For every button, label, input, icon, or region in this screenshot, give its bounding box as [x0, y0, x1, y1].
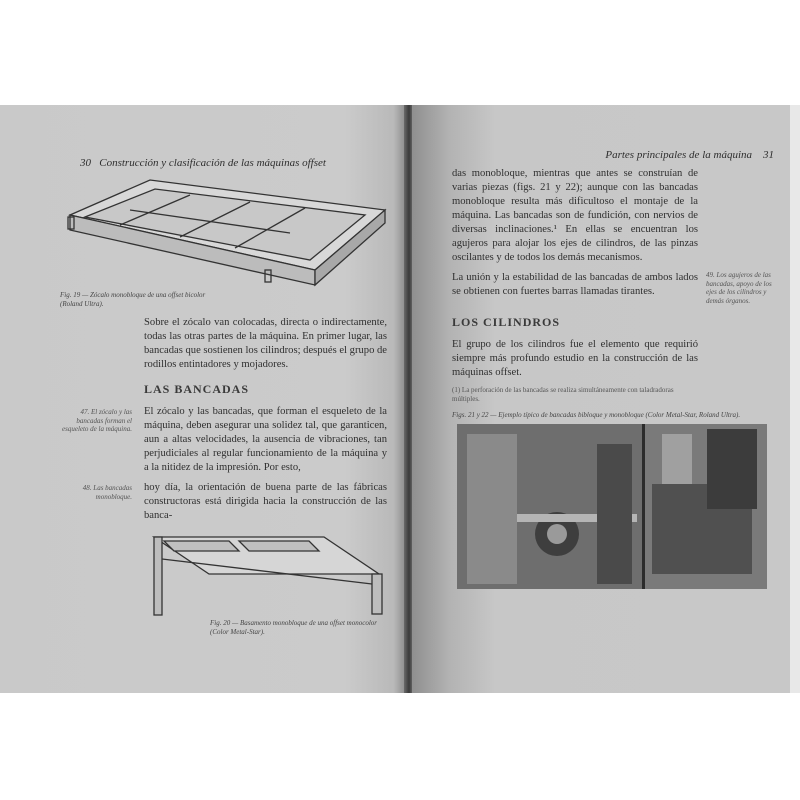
fig20-caption: Fig. 20 — Basamento monobloque de una offset monocolor (Color Metal-Star). [210, 619, 378, 636]
margin-note-49: 49. Los agujeros de las bancadas, apoyo de los ejes de los cilindros y demás órganos. [706, 271, 772, 305]
paragraph-3: hoy día, la orientación de buena parte de las fábricas constructoras está dirigida hacia la construcción de las banca- [144, 482, 387, 521]
book-spread [0, 105, 800, 693]
paragraph-2: El zócalo y las bancadas, que forman el esqueleto de la máquina, deben asegurar una solidez tal, que garanticen, aun a altas velocidades, la ausencia de vibraciones, tan perjudiciales al regular funcionamiento de la máquina y a la nitidez de la impresión. Por esto, [144, 406, 387, 473]
heading-las-bancadas: LAS BANCADAS [144, 382, 250, 396]
running-head: Construcción y clasificación de las máquinas offset [99, 157, 326, 169]
page-number: 31 [763, 149, 774, 161]
left-page [0, 105, 406, 693]
fig19-caption: Fig. 19 — Zócalo monobloque de una offset bicolor (Roland Ultra). [60, 291, 206, 308]
paragraph-1: Sobre el zócalo van colocadas, directa o indirectamente, todas las otras partes de la máquina. En primer lugar, las bancadas que sostienen los cilindros; después el grupo de rodillos entintadores y mojadores. [144, 317, 388, 370]
paragraph-2: La unión y la estabilidad de las bancadas de ambos lados se obtienen con fuertes barras llamadas tirantes. [452, 272, 698, 297]
margin-note-48: 48. Las bancadas monobloque. [82, 484, 132, 501]
footnote: (1) La perforación de las bancadas se realiza simultáneamente con taladradoras múltiples. [452, 386, 674, 403]
right-page-header [452, 149, 778, 161]
page-number: 30 [80, 157, 91, 169]
paragraph-3: El grupo de los cilindros fue el elemento que requirió siempre más profundo estudio en la construcción de las máquinas offset. [452, 339, 698, 378]
left-page-header [60, 157, 390, 169]
paragraph-1: das monobloque, mientras que antes se construían de varias piezas (figs. 21 y 22); aunque con las bancadas monobloque resulta más dificultoso el montaje de la máquina. Las bancadas son de fundición, con nervios de diversas inclinaciones.¹ En ellas se encuentran los agujeros para alojar los ejes de cilindros, de las pinzas oscilantes y de todos los demás mecanismos. [452, 168, 698, 263]
heading-los-cilindros: LOS CILINDROS [452, 315, 561, 329]
figure-21-22-photo [457, 424, 767, 589]
figure-19-plinth-drawing [60, 175, 390, 287]
right-page [412, 105, 790, 693]
running-head: Partes principales de la máquina [605, 149, 752, 161]
fig21-22-caption: Figs. 21 y 22 — Ejemplo típico de bancadas bibloque y monobloque (Color Metal-Star, Roland Ultra). [452, 411, 741, 419]
page-edge [790, 105, 800, 693]
figure-20-base-drawing [144, 529, 394, 617]
margin-note-47: 47. El zócalo y las bancadas forman el esqueleto de la máquina. [62, 408, 132, 433]
